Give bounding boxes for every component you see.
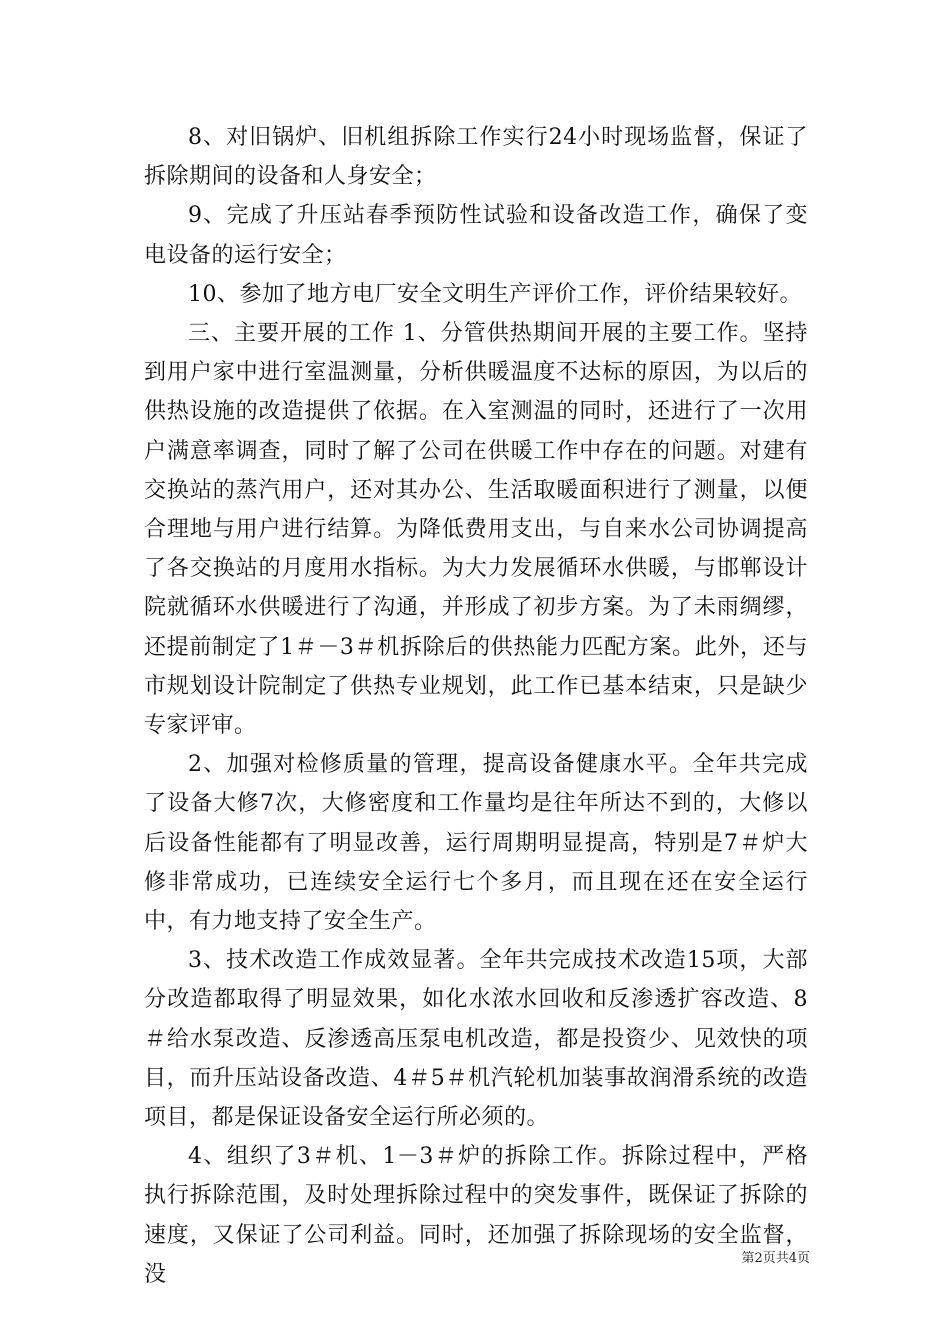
page-number-label: 第2页共4页 [741, 1251, 810, 1266]
paragraph-item-10: 10、参加了地方电厂安全文明生产评价工作，评价结果较好。 [188, 281, 802, 307]
paragraph-item-8: 8、对旧锅炉、旧机组拆除工作实行24小时现场监督，保证了拆除期间的设备和人身安全； [144, 125, 808, 190]
document-body [144, 118, 808, 1294]
section-three-heading-paragraph: 三、主要开展的工作 1、分管供热期间开展的主要工作。坚持到用户家中进行室温测量，分析供暖温度不达标的原因，为以后的供热设施的改造提供了依据。在入室测温的同时，还进行了一次用户满意率调查，同时了解了公司在供暖工作中存在的问题。对建有交换站的蒸汽用户，还对其办公、生活取暖面积进行了测量，以便合理地与用户进行结算。为降低费用支出，与自来水公司协调提高了各交换站的月度用水指标。为大力发展循环水供暖，与邯郸设计院就循环水供暖进行了沟通，并形成了初步方案。为了未雨绸缪，还提前制定了1＃－3＃机拆除后的供热能力匹配方案。此外，还与市规划设计院制定了供热专业规划，此工作已基本结束，只是缺少专家评审。 [144, 321, 808, 739]
paragraph-work-4: 4、组织了3＃机、1－3＃炉的拆除工作。拆除过程中，严格执行拆除范围，及时处理拆除过程中的突发事件，既保证了拆除的速度，又保证了公司利益。同时，还加强了拆除现场的安全监督，没 [144, 1144, 808, 1287]
paragraph-item-9: 9、完成了升压站春季预防性试验和设备改造工作，确保了变电设备的运行安全； [144, 203, 808, 268]
paragraph-work-3: 3、技术改造工作成效显著。全年共完成技术改造15项，大部分改造都取得了明显效果，如化水浓水回收和反渗透扩容改造、8＃给水泵改造、反渗透高压泵电机改造，都是投资少、见效快的项目，而升压站设备改造、4＃5＃机汽轮机加装事故润滑系统的改造项目，都是保证设备安全运行所必须的。 [144, 948, 808, 1131]
page-footer [680, 1247, 810, 1266]
paragraph-work-2: 2、加强对检修质量的管理，提高设备健康水平。全年共完成了设备大修7次，大修密度和工作量均是往年所达不到的，大修以后设备性能都有了明显改善，运行周期明显提高，特别是7＃炉大修非常成功，已连续安全运行七个多月，而且现在还在安全运行中，有力地支持了安全生产。 [144, 752, 808, 935]
